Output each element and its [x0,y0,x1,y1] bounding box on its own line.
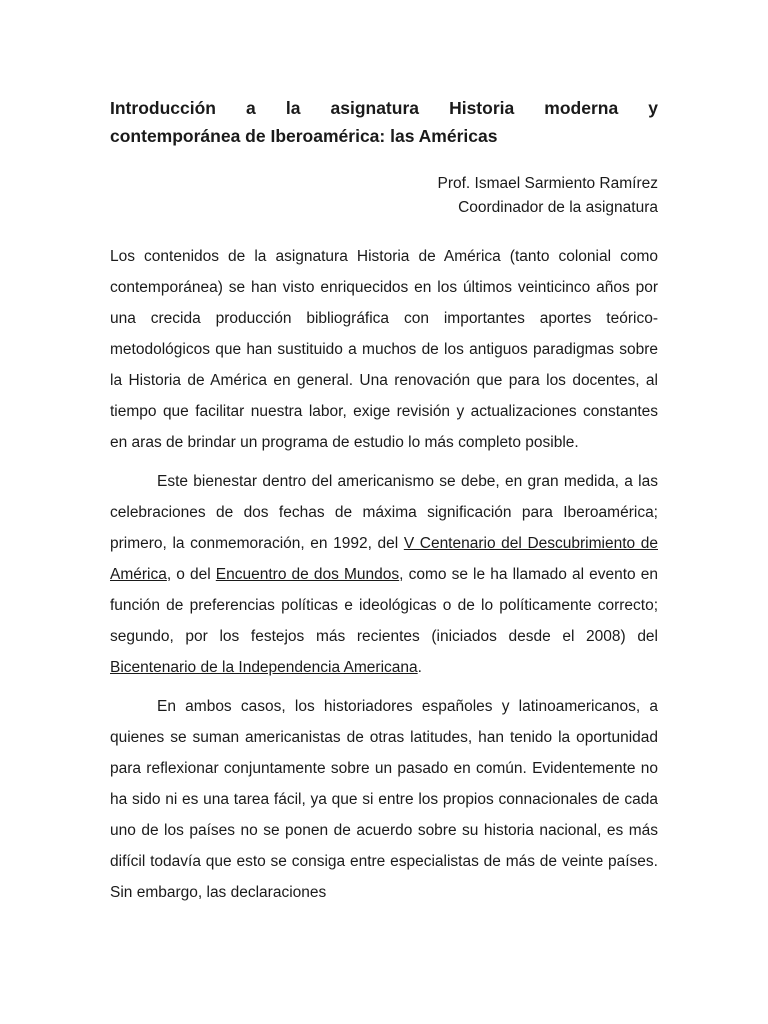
author-role: Coordinador de la asignatura [458,199,658,216]
title-line-1: Introducción a la asignatura Historia moderna y [110,98,658,118]
paragraph-2 [110,466,658,683]
link-bicentenario[interactable]: Bicentenario de la Independencia Americana [110,659,418,676]
document-title [110,94,658,150]
link-encuentro-dos-mundos[interactable]: Encuentro de dos Mundos [215,566,400,583]
paragraph-2-text-b: , o del [166,566,216,583]
title-line-2: contemporánea de Iberoamérica: las Américas [110,126,498,146]
paragraph-2-text-c: , como se le ha llamado al evento en función de preferencias políticas e ideológicas o de lo políticamente correcto; segundo, por los festejos más recientes (iniciados desde el 2008) del [110,566,659,645]
link-v-centenario[interactable]: V Centenario del Descubrimiento de América [110,535,658,583]
paragraph-2-text-a: Este bienestar dentro del americanismo se debe, en gran medida, a las celebraciones de dos fechas de máxima significación para Iberoamérica; primero, la conmemoración, en 1992, del [110,473,658,552]
paragraph-2-text-d: . [417,659,422,676]
author-name: Prof. Ismael Sarmiento Ramírez [437,175,658,192]
document-page [110,94,658,908]
paragraph-1: Los contenidos de la asignatura Historia de América (tanto colonial como contemporánea) se han visto enriquecidos en los últimos veinticinco años por una crecida producción bibliográfica con importantes aportes teórico-metodológicos que han sustituido a muchos de los antiguos paradigmas sobre la Historia de América en general. Una renovación que para los docentes, al tiempo que facilitar nuestra labor, exige revisión y actualizaciones constantes en aras de brindar un programa de estudio lo más completo posible. [110,248,658,451]
author-block [110,172,658,220]
paragraph-3: En ambos casos, los historiadores españoles y latinoamericanos, a quienes se suman americanistas de otras latitudes, han tenido la oportunidad para reflexionar conjuntamente sobre un pasado en común. Evidentemente no ha sido ni es una tarea fácil, ya que si entre los propios connacionales de cada uno de los países no se ponen de acuerdo sobre su historia nacional, es más difícil todavía que esto se consiga entre especialistas de más de veinte países. Sin embargo, las declaraciones [110,698,658,901]
